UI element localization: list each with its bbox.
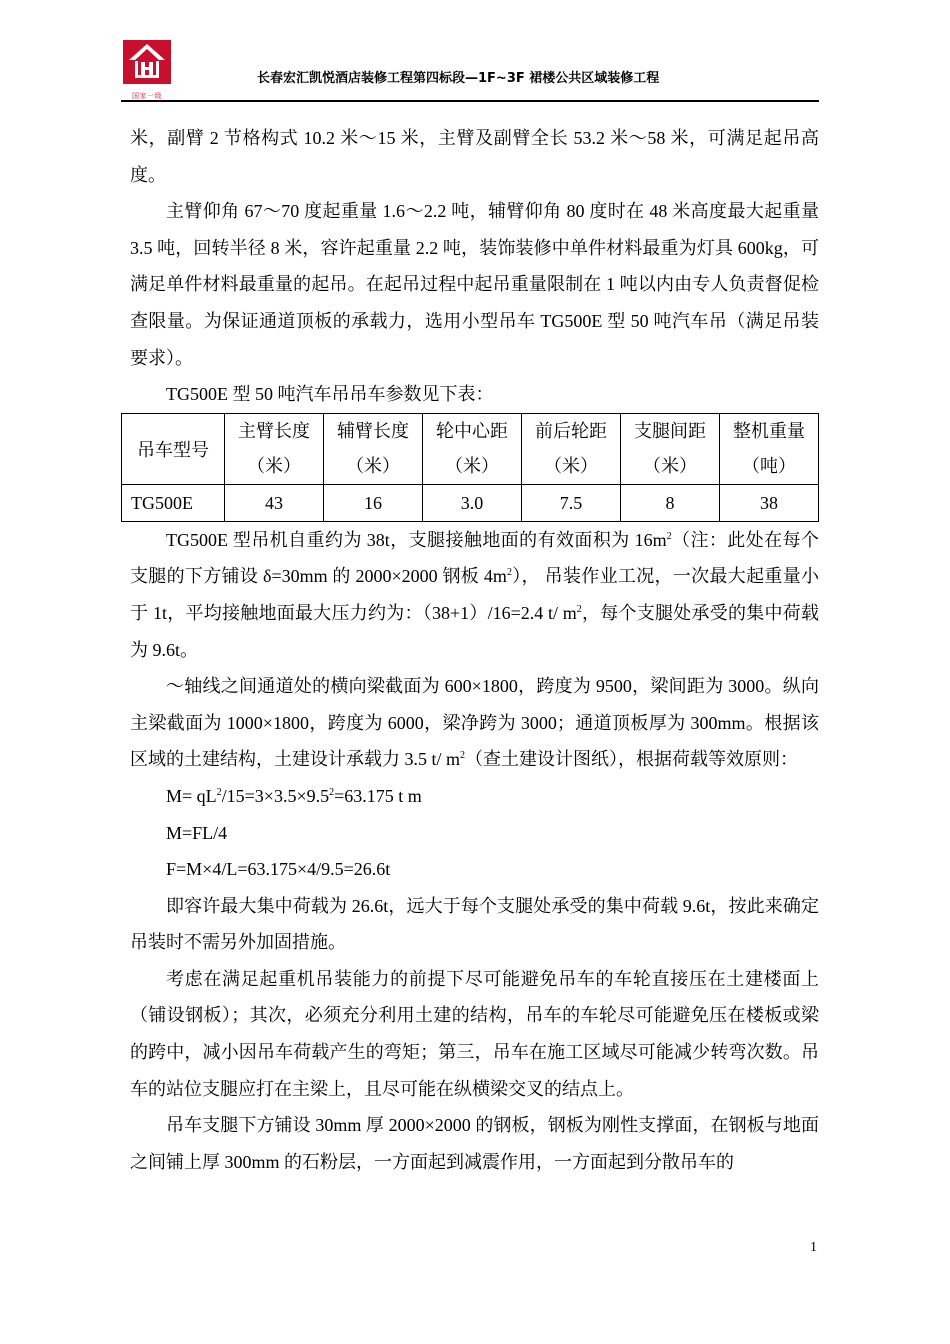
document-header-title: 长春宏汇凯悦酒店装修工程第四标段—1F~3F 裙楼公共区域装修工程 — [257, 71, 660, 86]
cell-model: TG500E — [122, 484, 225, 521]
table-header-row — [122, 413, 819, 484]
formula-moment-load: M=FL/4 — [166, 822, 228, 843]
paragraph-4: TG500E 型吊机自重约为 38t，支腿接触地面的有效面积为 $16m^2$（注：此处在每个支腿的下方铺设 δ=30mm 的 2000×2000 钢板 $4m^2$）， 吊装作业工况，一次最大起重量小于 1t，平均接触地面最大压力约为：（38+1）/16=2.4 t/ $m^2$，每个支腿处承受的集中荷载为 9.6t。 — [130, 529, 820, 660]
table-cell: 3.0 — [423, 484, 522, 521]
header-cell: 主臂长度 （米） — [225, 413, 324, 484]
paragraph-1: 米，副臂 2 节格构式 10.2 米～15 米，主臂及副臂全长 53.2 米～58 米，可满足起吊高度。 — [130, 128, 819, 185]
paragraph-8: 吊车支腿下方铺设 30mm 厚 2000×2000 的钢板，钢板为刚性支撑面，在钢板与地面之间铺上厚 300mm 的石粉层，一方面起到减震作用，一方面起到分散吊车的 — [130, 1115, 819, 1172]
logo-caption: 国家一级 — [132, 92, 162, 100]
header-cell: 支腿间距 （米） — [621, 413, 720, 484]
header-cell: 前后轮距 （米） — [522, 413, 621, 484]
paragraph-2: 主臂仰角 67～70 度起重量 1.6～2.2 吨，辅臂仰角 80 度时在 48 米高度最大起重量 3.5 吨，回转半径 8 米，容许起重量 2.2 吨，装饰装修中单件材料最重为灯具 600kg，可满足单件材料最重量的起吊。在起吊过程中起吊重量限制在 1 吨以内由专人负责督促检查限量。为保证通道顶板的承载力，选用小型吊车 TG500E 型 50 吨汽车吊（满足吊装要求）。 — [130, 201, 819, 368]
page-header — [121, 30, 819, 105]
document-body — [130, 120, 819, 1180]
header-cell: 轮中心距 （米） — [423, 413, 522, 484]
company-logo — [121, 38, 173, 100]
header-divider — [121, 100, 819, 102]
formula-moment: $M= qL^2/15=3\times 3.5\times 9.5^2=63.175$ t m — [166, 785, 422, 806]
table-cell: 43 — [225, 484, 324, 521]
formula-force: F=M×4/L=63.175×4/9.5=26.6t — [166, 859, 391, 880]
table-cell: 8 — [621, 484, 720, 521]
paragraph-7: 考虑在满足起重机吊装能力的前提下尽可能避免吊车的车轮直接压在土建楼面上（铺设钢板）；其次，必须充分利用土建的结构，吊车的车轮尽可能避免压在楼板或梁的跨中，减小因吊车荷载产生的弯矩；第三，吊车在施工区域尽可能减少转弯次数。吊车的站位支腿应打在主梁上，且尽可能在纵横梁交叉的结点上。 — [130, 968, 819, 1099]
table-cell: 16 — [324, 484, 423, 521]
house-logo-icon — [121, 38, 173, 90]
header-cell-model: 吊车型号 — [122, 413, 225, 484]
crane-parameter-table — [121, 413, 819, 522]
table-cell: 7.5 — [522, 484, 621, 521]
paragraph-6: 即容许最大集中荷载为 26.6t，远大于每个支腿处承受的集中荷载 9.6t，按此来确定吊装时不需另外加固措施。 — [130, 895, 819, 953]
paragraph-5: ～轴线之间通道处的横向梁截面为 600×1800，跨度为 9500，梁间距为 3000。纵向主梁截面为 1000×1800，跨度为 6000，梁净跨为 3000；通道顶板厚为 300mm。根据该区域的土建结构，土建设计承载力 3.5 t/ $m^2$（查土建设计图纸），根据荷载等效原则： — [130, 676, 819, 770]
page-number: 1 — [810, 1240, 817, 1255]
header-cell: 辅臂长度 （米） — [324, 413, 423, 484]
header-cell: 整机重量 （吨） — [720, 413, 819, 484]
table-row — [122, 484, 819, 521]
table-cell: 38 — [720, 484, 819, 521]
table-intro: TG500E 型 50 吨汽车吊吊车参数见下表： — [166, 384, 494, 405]
